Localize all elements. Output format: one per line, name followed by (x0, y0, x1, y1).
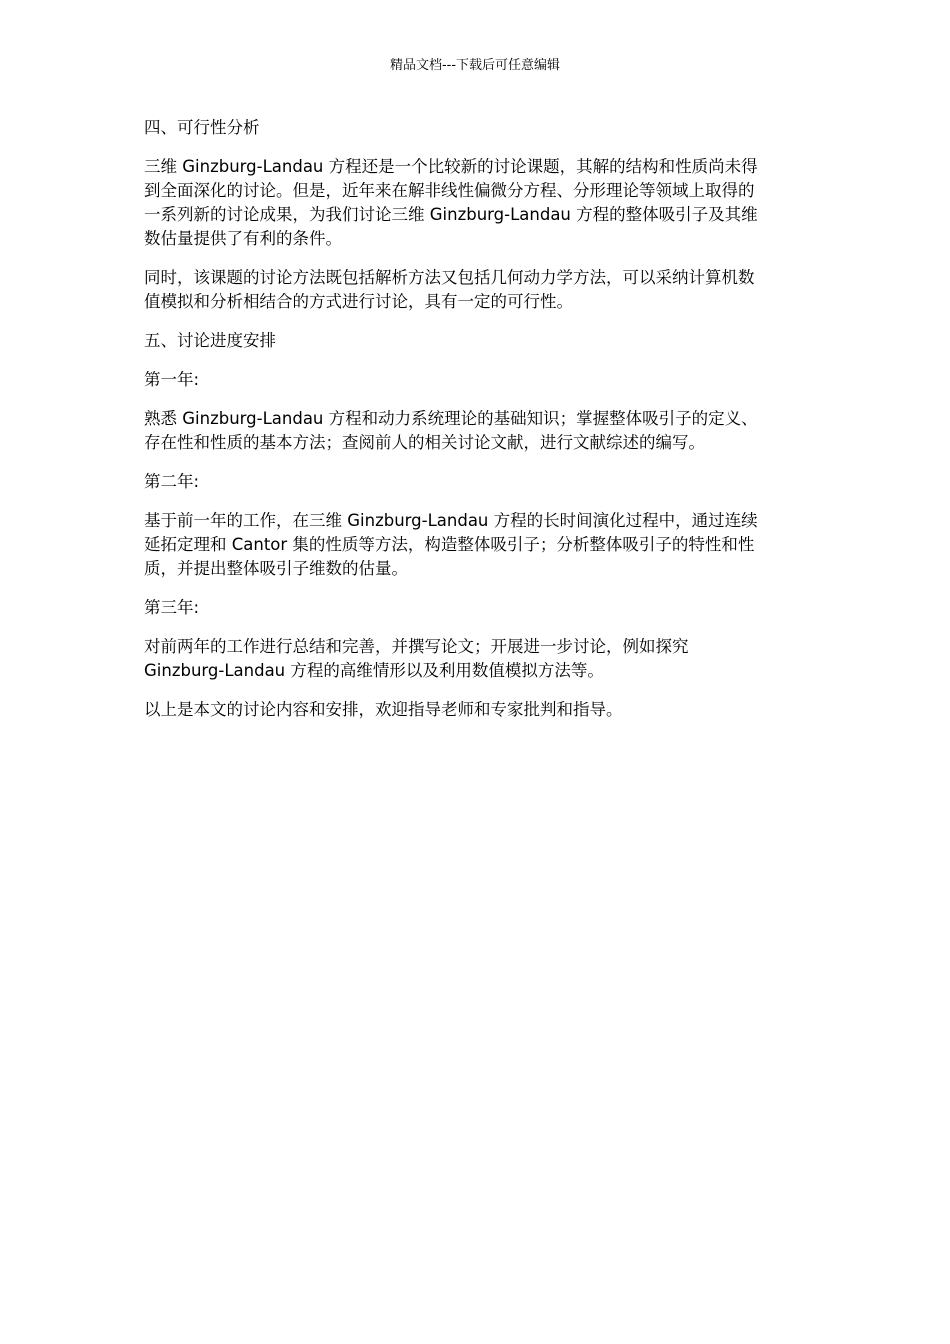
text-line: 第二年: (144, 472, 200, 491)
text-line: 一系列新的讨论成果，为我们讨论三维 Ginzburg-Landau 方程的整体吸引子及其维 (144, 205, 758, 224)
text-line: 以上是本文的讨论内容和安排，欢迎指导老师和专家批判和指导。 (144, 700, 623, 719)
text-line: 四、可行性分析 (144, 118, 260, 137)
document-body (144, 116, 804, 737)
text-line: 三维 Ginzburg-Landau 方程还是一个比较新的讨论课题，其解的结构和性质尚未得 (144, 157, 758, 176)
text-line: 同时，该课题的讨论方法既包括解析方法又包括几何动力学方法，可以采纳计算机数 (144, 268, 755, 287)
text-line: 数估量提供了有利的条件。 (144, 229, 342, 248)
page-header: 精品文档---下载后可任意编辑 (389, 58, 561, 73)
text-line: 到全面深化的讨论。但是，近年来在解非线性偏微分方程、分形理论等领域上取得的 (144, 181, 755, 200)
text-line: 基于前一年的工作，在三维 Ginzburg-Landau 方程的长时间演化过程中，通过连续 (144, 511, 758, 530)
year-1-body (144, 407, 804, 455)
year-2-body (144, 509, 804, 581)
text-line: 对前两年的工作进行总结和完善，并撰写论文；开展进一步讨论，例如探究 (144, 637, 689, 656)
paragraph-feasibility-1 (144, 155, 804, 251)
text-line: 第一年: (144, 370, 200, 389)
text-line: Ginzburg-Landau 方程的高维情形以及利用数值模拟方法等。 (144, 661, 604, 680)
year-2-title (144, 470, 804, 494)
text-line: 延拓定理和 Cantor 集的性质等方法，构造整体吸引子；分析整体吸引子的特性和性 (144, 535, 755, 554)
text-line: 熟悉 Ginzburg-Landau 方程和动力系统理论的基础知识；掌握整体吸引子的定义、 (144, 409, 758, 428)
paragraph-feasibility-2 (144, 266, 804, 314)
year-3-body (144, 635, 804, 683)
closing-paragraph (144, 698, 804, 722)
section-title-schedule (144, 329, 804, 353)
text-line: 第三年: (144, 598, 200, 617)
text-line: 五、讨论进度安排 (144, 331, 276, 350)
year-1-title (144, 368, 804, 392)
section-title-feasibility (144, 116, 804, 140)
text-line: 存在性和性质的基本方法；查阅前人的相关讨论文献，进行文献综述的编写。 (144, 433, 705, 452)
text-line: 质，并提出整体吸引子维数的估量。 (144, 559, 408, 578)
text-line: 值模拟和分析相结合的方式进行讨论，具有一定的可行性。 (144, 292, 573, 311)
year-3-title (144, 596, 804, 620)
